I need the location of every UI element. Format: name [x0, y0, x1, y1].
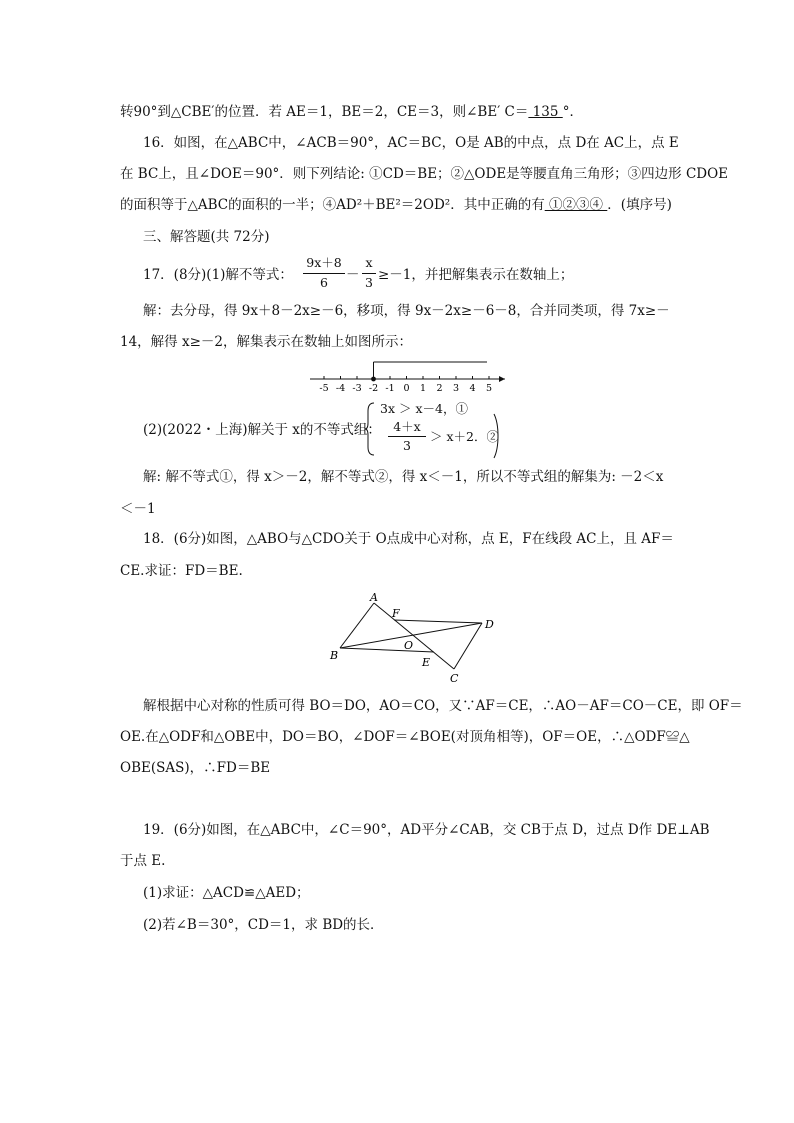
axis-tick-label: -1 [385, 383, 395, 394]
q18-line-1: 18．(6分)如图，△ABO与△CDO关于 O点成中心对称，点 E，F在线段 AC上，且 AF＝ [143, 531, 674, 547]
axis-tick-label: -4 [335, 383, 346, 394]
label-A: A [370, 591, 378, 604]
axis-tick-label: 1 [419, 383, 427, 394]
right-bracket-icon [492, 412, 500, 460]
q17-solution-line-1: 解：去分母，得 9x＋8－2x≥－6，移项，得 9x－2x≥－6－8，合并同类项，得 7x≥－ [143, 303, 670, 319]
label-F: F [392, 607, 400, 620]
system-equation-2: ＞ x＋2．② [430, 429, 499, 444]
q17-part2-solution-line-1: 解: 解不等式①，得 x＞－2，解不等式②，得 x＜－1，所以不等式组的解集为: －2＜x [143, 469, 664, 485]
q19-line-2: 于点 E. [120, 853, 166, 869]
label-B: B [330, 649, 339, 662]
axis-arrow-icon [499, 376, 505, 382]
q19-part-1: (1)求证：△ACD≌△AED； [143, 885, 310, 901]
fraction-2-bar [362, 273, 376, 274]
section-heading: 三、解答题(共 72分) [143, 229, 270, 245]
label-E: E [422, 656, 431, 669]
axis-tick-label: 3 [452, 383, 460, 394]
q15-text: 转90°到△CBE′的位置．若 AE＝1，BE＝2，CE＝3，则∠BE′ C＝ [120, 104, 529, 120]
q17-solution-line-2: 14，解得 x≥－2，解集表示在数轴上如图所示： [120, 334, 412, 350]
system-eq2-numerator: 4＋x [393, 419, 421, 434]
q17-part2-solution-line-2: ＜－1 [120, 501, 156, 517]
axis-tick-label: 0 [403, 383, 410, 394]
segment-BE [340, 648, 434, 652]
system-eq2-denominator: 3 [403, 438, 411, 453]
fraction-2-denominator: 3 [365, 275, 373, 290]
axis-tick-label: -2 [368, 383, 379, 394]
axis-tick-label: 2 [436, 383, 443, 394]
q16-line-2: 在 BC上，且∠DOE＝90°．则下列结论: ①CD＝BE；②△ODE是等腰直角三角形；③四边形 CDOE [120, 166, 729, 182]
q15-answer-line [120, 103, 583, 121]
q18-proof-line-2: OE.在△ODF和△OBE中，DO＝BO，∠DOF＝∠BOE(对顶角相等)，OF＝OE，∴△ODF≌△ [120, 729, 690, 745]
solid-endpoint-dot [371, 377, 376, 382]
fraction-1-bar [303, 273, 345, 274]
fraction-2-numerator: x [365, 255, 373, 270]
q15-answer: 135 [528, 104, 563, 120]
segment-AC [374, 603, 454, 669]
axis-tick-label: -5 [319, 383, 329, 394]
axis-tick-label: -3 [352, 383, 362, 394]
label-D: D [485, 618, 494, 631]
minus-sign: － [346, 267, 360, 283]
left-brace-icon [364, 401, 376, 457]
label-O: O [404, 639, 414, 652]
q18-proof-line-1: 解根据中心对称的性质可得 BO＝DO，AO＝CO，又∵AF＝CE，∴AO－AF＝CO－CE，即 OF＝ [143, 698, 743, 714]
label-C: C [450, 672, 459, 685]
q17-part1-suffix: ≥－1，并把解集表示在数轴上； [378, 267, 574, 283]
q19-line-1: 19．(6分)如图，在△ABC中，∠C＝90°，AD平分∠CAB，交 CB于点 D，过点 D作 DE⊥AB [143, 822, 710, 838]
segment-FD [394, 620, 482, 623]
axis-tick-label: 4 [469, 383, 476, 394]
q16-answer: ①②③④ [544, 197, 608, 213]
q18-geometry-figure [320, 588, 510, 688]
axis-tick-label: 5 [485, 383, 493, 394]
q17-part2-prefix: (2)(2022・上海)解关于 x的不等式组： [143, 422, 381, 438]
fraction-1-denominator: 6 [320, 275, 328, 290]
q15-unit: °． [562, 104, 583, 120]
fraction-1-numerator: 9x＋8 [306, 255, 342, 270]
system-eq2-bar [388, 436, 426, 437]
number-line-figure [300, 355, 520, 395]
q16-hint: ．(填序号) [607, 197, 672, 213]
segment-AB [340, 603, 374, 648]
q18-line-2: CE.求证：FD＝BE. [120, 563, 243, 579]
q19-part-2: (2)若∠B＝30°，CD＝1，求 BD的长． [143, 917, 384, 933]
q18-proof-line-3: OBE(SAS)，∴FD＝BE [120, 760, 271, 776]
segment-DC [454, 623, 482, 669]
q16-line-1: 16．如图，在△ABC中，∠ACB＝90°，AC＝BC，O是 AB的中点，点 D在 AC上，点 E [143, 135, 679, 151]
system-equation-1: 3x ＞ x－4，① [380, 401, 468, 416]
q17-part1-prefix: 17．(8分)(1)解不等式： [143, 267, 293, 283]
q16-text: 的面积等于△ABC的面积的一半；④AD²＋BE²＝2OD²．其中正确的有 [120, 197, 545, 213]
q16-line-3 [120, 196, 672, 214]
